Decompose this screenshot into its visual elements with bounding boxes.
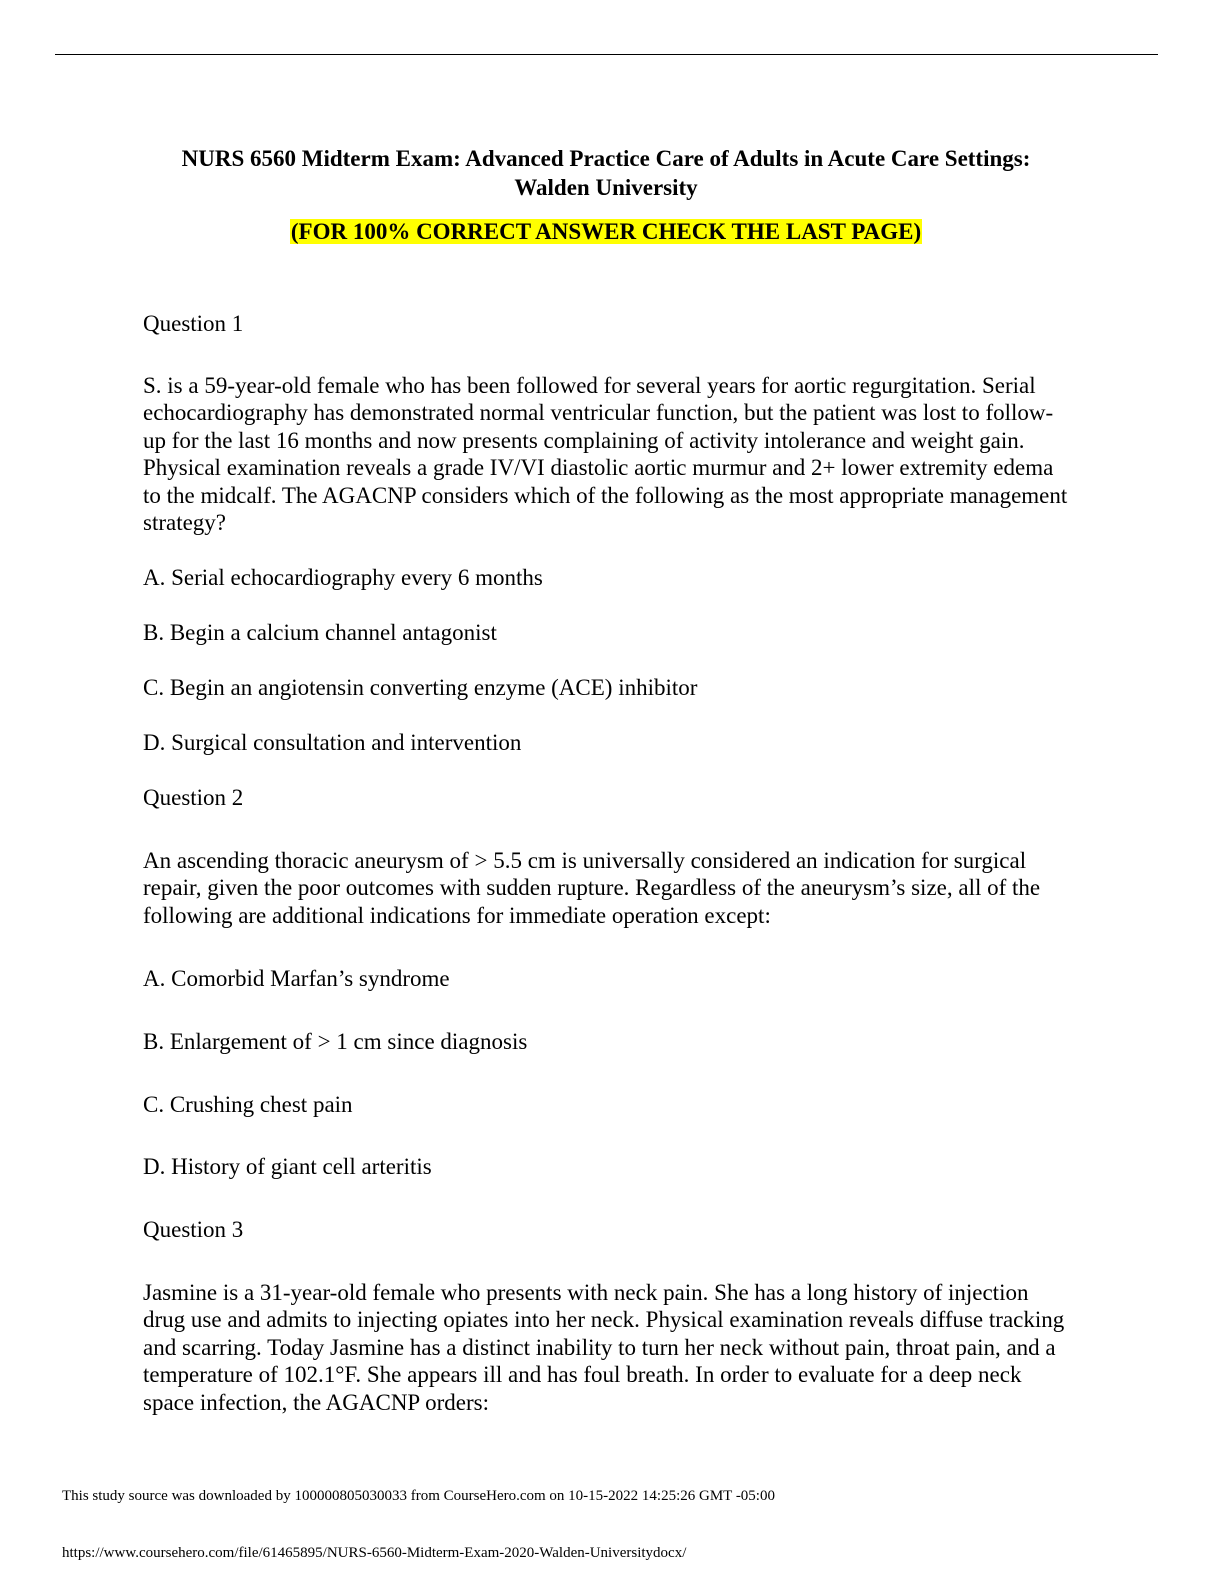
question-1-stem: S. is a 59-year-old female who has been followed for several years for aortic regurgitation. Serial echocardiography has demonstrated normal ventricular function, but the patient was lost to follow-up for the last 16 months and now presents complaining of activity intolerance and weight gain. Physical examination reveals a grade IV/VI diastolic aortic murmur and 2+ lower extremity edema to the midcalf. The AGACNP considers which of the following as the most appropriate management strategy?: [143, 373, 1068, 536]
question-1-option-c: C. Begin an angiotensin converting enzyme (ACE) inhibitor: [143, 675, 698, 700]
download-source-notice: This study source was downloaded by 100000805030033 from CourseHero.com on 10-15-2022 14:25:26 GMT -05:00: [62, 1488, 775, 1504]
document-title: NURS 6560 Midterm Exam: Advanced Practice Care of Adults in Acute Care Settings: Walden University: [181, 146, 1031, 200]
answer-banner-text: (FOR 100% CORRECT ANSWER CHECK THE LAST PAGE): [290, 219, 922, 244]
question-1-option-a: A. Serial echocardiography every 6 months: [143, 565, 543, 590]
source-url[interactable]: https://www.coursehero.com/file/61465895/NURS-6560-Midterm-Exam-2020-Walden-Universitydocx/: [62, 1545, 687, 1561]
question-2-label: Question 2: [143, 785, 244, 810]
question-2-option-b: B. Enlargement of > 1 cm since diagnosis: [143, 1029, 528, 1054]
question-2-option-d: D. History of giant cell arteritis: [143, 1154, 432, 1179]
question-1-option-d: D. Surgical consultation and intervention: [143, 730, 522, 755]
question-1-label: Question 1: [143, 311, 244, 336]
question-2-option-c: C. Crushing chest pain: [143, 1092, 353, 1117]
question-3-label: Question 3: [143, 1217, 244, 1242]
header-rule: [55, 54, 1158, 55]
question-2-stem: An ascending thoracic aneurysm of > 5.5 cm is universally considered an indication for surgical repair, given the poor outcomes with sudden rupture. Regardless of the aneurysm’s size, all of the following are additional indications for immediate operation except:: [143, 848, 1041, 928]
question-2-option-a: A. Comorbid Marfan’s syndrome: [143, 966, 450, 991]
answer-banner: [143, 218, 1069, 246]
question-1-option-b: B. Begin a calcium channel antagonist: [143, 620, 497, 645]
question-3-stem: Jasmine is a 31-year-old female who presents with neck pain. She has a long history of injection drug use and admits to injecting opiates into her neck. Physical examination reveals diffuse tracking and scarring. Today Jasmine has a distinct inability to turn her neck without pain, throat pain, and a temperature of 102.1°F. She appears ill and has foul breath. In order to evaluate for a deep neck space infection, the AGACNP orders:: [143, 1280, 1065, 1415]
